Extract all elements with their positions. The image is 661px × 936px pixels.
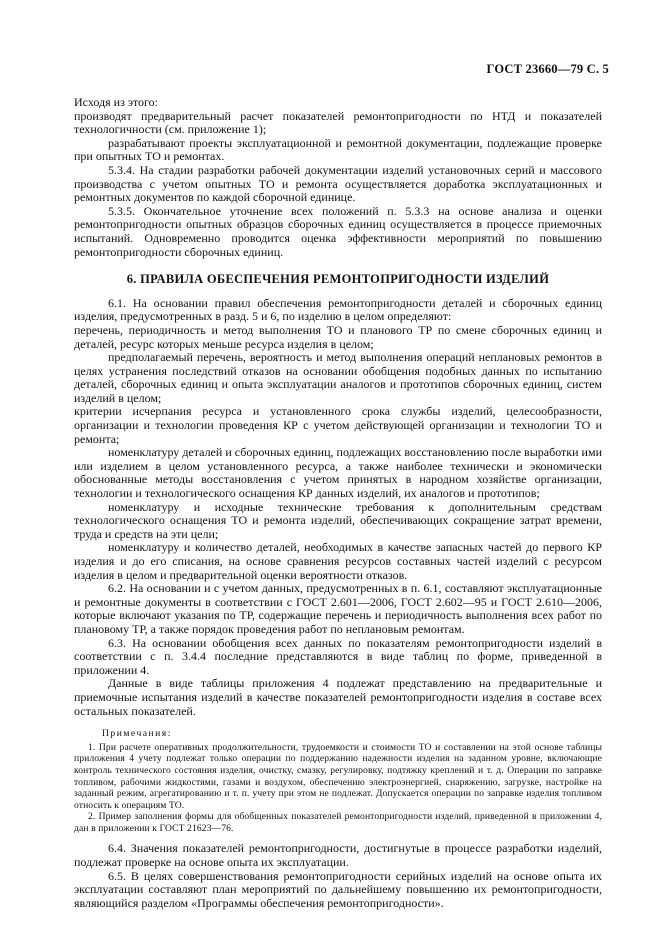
closing-paragraphs [74, 842, 602, 910]
paragraph: 6.1. На основании правил обеспечения ремонтопригодности деталей и сборочных единиц изделия, предусмотренных в разд. 5 и 6, по изделию в целом определяют: [74, 295, 602, 324]
paragraph: Данные в виде таблицы приложения 4 подлежат представлению на предварительные и приемочные испытания изделий в качестве показателей ремонтопригодности изделия в составе всех остальных показателей. [74, 676, 602, 718]
paragraph: 6.4. Значения показателей ремонтопригодности, достигнутые в процессе разработки изделий, подлежат проверке на основе опыта их эксплуатации. [74, 841, 602, 870]
paragraph: Исходя из этого: [74, 95, 159, 109]
note-item: 1. При расчете оперативных продолжительности, трудоемкости и стоимости ТО и составлении на этой основе таблицы приложения 4 учету подлежат только операции по поддержанию надежности изделия на заданном уровне, включающие контроль технического состояния изделия, очистку, смазку, регулировку, подтяжку креплений и т. д. Операции по заправке топливом, рабочими жидкостями, газами и воздухом, обеспечению электроэнергией, снаряжению, загрузке, настройке на заданный режим, агрегатированию и т. п. учету при этом не подлежат. Допускается операции по заправке изделия топливом относить к операциям ТО. [74, 741, 602, 811]
paragraph: 5.3.4. На стадии разработки рабочей документации изделий установочных серий и массового производства с учетом опытных ТО и ремонта осуществляется доработка эксплуатационных и ремонтных документов по каждой сборочной единице. [74, 162, 602, 205]
paragraph: 5.3.5. Окончательное уточнение всех положений п. 5.3.3 на основе анализа и оценки ремонтопригодности опытных образцов сборочных единиц осуществляется в процессе приемочных испытаний. Одновременно проводится оценка эффективности мероприятий по повышению ремонтопригодности сборочных единиц. [74, 203, 602, 259]
document-body [74, 96, 602, 910]
paragraph: предполагаемый перечень, вероятность и метод выполнения операций неплановых ремонтов в целях устранения последствий отказов на основании обобщения подобных данных по испытанию деталей, сборочных единиц и опыта эксплуатации аналогов и прототипов сборочных единиц, систем изделий в целом; [74, 350, 602, 405]
paragraph: 6.2. На основании и с учетом данных, предусмотренных в п. 6.1, составляют эксплуатационные и ремонтные документы в соответствии с ГОСТ 2.601—2006, ГОСТ 2.602—95 и ГОСТ 2.610—2006, которые включают указания по ТР, содержащие перечень и периодичность выполнения всех работ по плановому ТР, а также порядок проведения работ по неплановым ремонтам. [74, 581, 602, 636]
paragraph: производят предварительный расчет показателей ремонтопригодности по НТД и показателей технологичности (см. приложение 1); [74, 108, 602, 137]
notes-block [74, 728, 602, 834]
paragraph: разрабатывают проекты эксплуатационной и ремонтной документации, подлежащие проверке при опытных ТО и ремонтах. [74, 135, 602, 164]
paragraph: критерии исчерпания ресурса и установленного срока службы изделий, целесообразности, организации и технологии проведения КР с учетом действующей организации и технологии ТО и ремонта; [74, 404, 602, 446]
note-item: 2. Пример заполнения формы для обобщенных показателей ремонтопригодности изделий, приведенной в приложении 4, дан в приложении к ГОСТ 21623—76. [74, 811, 602, 834]
paragraph: перечень, периодичность и метод выполнения ТО и планового ТР по смене сборочных единиц и деталей, ресурс которых меньше ресурса изделия в целом; [74, 322, 602, 351]
notes-heading: Примечания: [102, 728, 172, 740]
section-title: 6. ПРАВИЛА ОБЕСПЕЧЕНИЯ РЕМОНТОПРИГОДНОСТИ ИЗДЕЛИЙ [126, 272, 550, 287]
paragraph: номенклатуру деталей и сборочных единиц, подлежащих восстановлению после выработки ими или изделием в целом установленного ресурса, а также наиболее технически и экономически обоснованные методы восстановления с учетом принятых в народном хозяйстве организации, технологии и технологического оснащения КР данных изделий, их аналогов и прототипов; [74, 445, 602, 501]
paragraph: 6.3. На основании обобщения всех данных по показателям ремонтопригодности изделий в соответствии с п. 3.4.4 последние представляются в виде таблиц по форме, приведенной в приложении 4. [74, 635, 602, 677]
paragraph: 6.5. В целях совершенствования ремонтопригодности серийных изделий на основе опыта их эксплуатации составляют план мероприятий по дальнейшему повышению их ремонтопригодности, являющийся разделом «Программы обеспечения ремонтопригодности». [74, 868, 602, 910]
paragraph: номенклатуру и количество деталей, необходимых в качестве запасных частей до первого КР изделия и до его списания, на основе сравнения ресурсов составных частей изделий с ресурсом изделия в целом и предварительной оценки вероятности отказов. [74, 540, 602, 582]
paragraph: номенклатуру и исходные технические требования к дополнительным средствам технологического оснащения ТО и ремонта изделий, обеспечивающих сокращение затрат времени, труда и средств на эти цели; [74, 499, 602, 541]
page-header: ГОСТ 23660—79 С. 5 [486, 62, 609, 76]
